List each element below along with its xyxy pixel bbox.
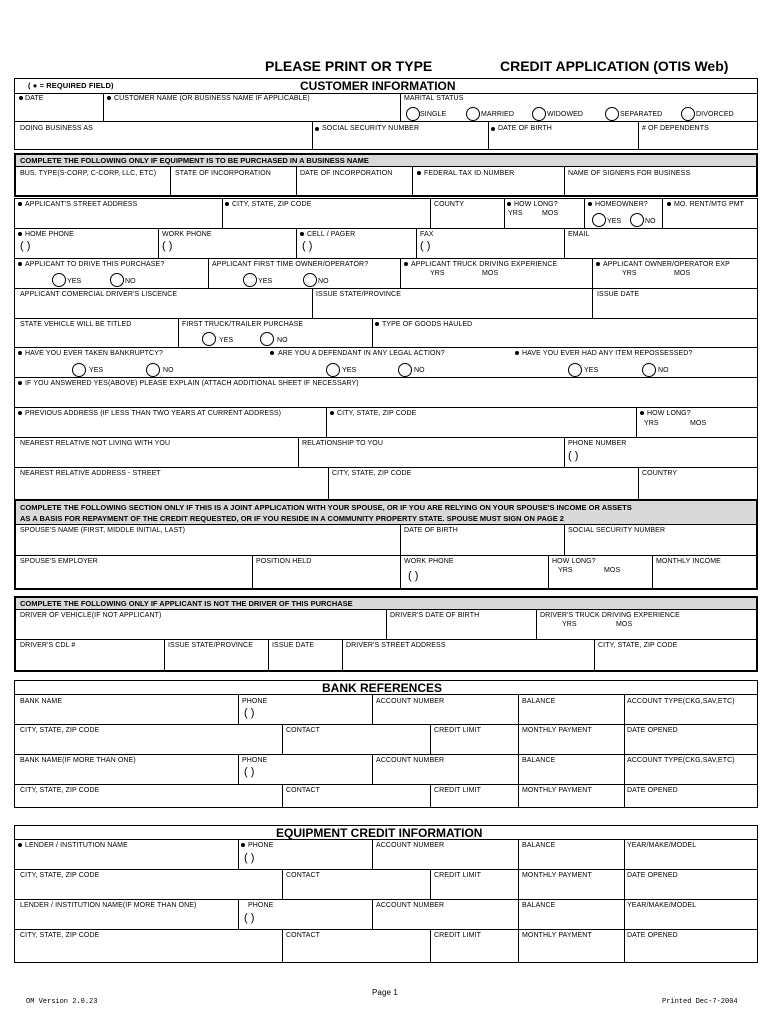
rel-city-label: CITY, STATE, ZIP CODE xyxy=(332,470,412,477)
lender2-monthly-label: MONTHLY PAYMENT xyxy=(522,932,592,939)
drive-no-label: NO xyxy=(125,278,136,285)
lender-balance-label: BALANCE xyxy=(522,842,556,849)
account2-label: ACCOUNT NUMBER xyxy=(376,757,445,764)
lender2-phone-paren: ( ) xyxy=(244,912,255,924)
homeowner-no-label: NO xyxy=(645,218,656,225)
lender-city-label: CITY, STATE, ZIP CODE xyxy=(20,872,100,879)
goods-label: TYPE OF GOODS HAULED xyxy=(382,321,473,328)
truck-exp-mos: MOS xyxy=(482,270,499,277)
prev-yrs: YRS xyxy=(644,420,659,427)
bank2-phone-label: PHONE xyxy=(242,757,268,764)
lender2-opened-label: DATE OPENED xyxy=(627,932,678,939)
spouse-banner-1: COMPLETE THE FOLLOWING SECTION ONLY IF THIS IS A JOINT APPLICATION WITH YOUR SPOUSE, OR IF YOU ARE RELYING ON YOUR SPOUSE'S INCOME OR ASSETS xyxy=(20,503,632,512)
rel-phone-paren: ( ) xyxy=(568,450,579,462)
prev-city-label: CITY, STATE, ZIP CODE xyxy=(337,410,417,417)
bank-name2-label: BANK NAME(IF MORE THAN ONE) xyxy=(20,757,136,764)
mo-rent-label: MO. RENT/MTG PMT xyxy=(674,201,745,208)
spouse-name-label: SPOUSE'S NAME (FIRST, MIDDLE INITIAL, LAST) xyxy=(20,527,186,534)
first-truck-no-label: NO xyxy=(277,337,288,344)
defendant-yes-radio[interactable] xyxy=(326,363,340,377)
acct-type-label: ACCOUNT TYPE(CKG,SAV,ETC) xyxy=(627,698,735,705)
divorced-label: DIVORCED xyxy=(696,111,734,118)
separated-radio[interactable] xyxy=(605,107,619,121)
issue-state-label: ISSUE STATE/PROVINCE xyxy=(316,291,401,298)
bank-phone-label: PHONE xyxy=(242,698,268,705)
first-time-no-label: NO xyxy=(318,278,329,285)
divorced-radio[interactable] xyxy=(681,107,695,121)
titled-label: STATE VEHICLE WILL BE TITLED xyxy=(20,321,132,328)
printed-date: Printed Dec-7-2004 xyxy=(662,998,738,1006)
bankruptcy-no-label: NO xyxy=(163,367,174,374)
spouse-how-long-label: HOW LONG? xyxy=(552,558,596,565)
fed-tax-label: FEDERAL TAX ID NUMBER xyxy=(424,170,515,177)
opened-label: DATE OPENED xyxy=(627,727,678,734)
acct-type2-label: ACCOUNT TYPE(CKG,SAV,ETC) xyxy=(627,757,735,764)
driver-yrs: YRS xyxy=(562,621,577,628)
repossessed-yes-label: YES xyxy=(584,367,599,374)
drive-no-radio[interactable] xyxy=(110,273,124,287)
prev-mos: MOS xyxy=(690,420,707,427)
single-radio[interactable] xyxy=(406,107,420,121)
owner-exp-label: APPLICANT OWNER/OPERATOR EXP xyxy=(603,261,730,268)
page-number: Page 1 xyxy=(372,988,398,997)
first-truck-yes-radio[interactable] xyxy=(202,332,216,346)
spouse-dob-label: DATE OF BIRTH xyxy=(404,527,458,534)
street-label: APPLICANT'S STREET ADDRESS xyxy=(25,201,138,208)
bankruptcy-label: HAVE YOU EVER TAKEN BANKRUPTCY? xyxy=(25,350,163,357)
how-long-label: HOW LONG? xyxy=(514,201,558,208)
married-label: MARRIED xyxy=(481,111,514,118)
county-label: COUNTY xyxy=(434,201,465,208)
owner-exp-yrs: YRS xyxy=(622,270,637,277)
spouse-work-phone-label: WORK PHONE xyxy=(404,558,454,565)
print-instruction: PLEASE PRINT OR TYPE xyxy=(265,58,433,74)
lender-credit-limit-label: CREDIT LIMIT xyxy=(434,872,481,879)
lender-opened-label: DATE OPENED xyxy=(627,872,678,879)
spouse-yrs: YRS xyxy=(558,567,573,574)
required-legend: ( ● = REQUIRED FIELD) xyxy=(28,81,114,90)
rel-addr-label: NEAREST RELATIVE ADDRESS - STREET xyxy=(20,470,161,477)
bank2-city-label: CITY, STATE, ZIP CODE xyxy=(20,787,100,794)
driver-issue-state-label: ISSUE STATE/PROVINCE xyxy=(168,642,253,649)
lender2-account-label: ACCOUNT NUMBER xyxy=(376,902,445,909)
account-label: ACCOUNT NUMBER xyxy=(376,698,445,705)
dba-label: DOING BUSINESS AS xyxy=(20,125,93,132)
lender2-phone-label: PHONE xyxy=(248,902,274,909)
bankruptcy-no-radio[interactable] xyxy=(146,363,160,377)
driver-dob-label: DRIVER'S DATE OF BIRTH xyxy=(390,612,480,619)
dob-label: DATE OF BIRTH xyxy=(498,125,552,132)
lender2-city-label: CITY, STATE, ZIP CODE xyxy=(20,932,100,939)
married-radio[interactable] xyxy=(466,107,480,121)
monthly2-label: MONTHLY PAYMENT xyxy=(522,787,592,794)
section-title-customer: CUSTOMER INFORMATION xyxy=(300,79,456,93)
repossessed-label: HAVE YOU EVER HAD ANY ITEM REPOSSESSED? xyxy=(522,350,693,357)
work-phone-paren: ( ) xyxy=(162,240,173,252)
defendant-label: ARE YOU A DEFENDANT IN ANY LEGAL ACTION? xyxy=(278,350,445,357)
ymm-label: YEAR/MAKE/MODEL xyxy=(627,842,697,849)
driver-cdl-label: DRIVER'S CDL # xyxy=(20,642,76,649)
driver-issue-date-label: ISSUE DATE xyxy=(272,642,315,649)
defendant-no-radio[interactable] xyxy=(398,363,412,377)
position-label: POSITION HELD xyxy=(256,558,312,565)
country-label: COUNTRY xyxy=(642,470,678,477)
widowed-label: WIDOWED xyxy=(547,111,584,118)
cell-label: CELL / PAGER xyxy=(307,231,356,238)
prev-how-long-label: HOW LONG? xyxy=(647,410,691,417)
repossessed-no-radio[interactable] xyxy=(642,363,656,377)
signers-label: NAME OF SIGNERS FOR BUSINESS xyxy=(568,170,691,177)
cdl-label: APPLICANT COMERCIAL DRIVER'S LISCENCE xyxy=(20,291,178,298)
contact2-label: CONTACT xyxy=(286,787,321,794)
homeowner-yes-radio[interactable] xyxy=(592,213,606,227)
lender-contact-label: CONTACT xyxy=(286,872,321,879)
first-time-label: APPLICANT FIRST TIME OWNER/OPERATOR? xyxy=(212,261,369,268)
opened2-label: DATE OPENED xyxy=(627,787,678,794)
first-time-yes-label: YES xyxy=(258,278,273,285)
credit-limit-label: CREDIT LIMIT xyxy=(434,727,481,734)
bank-name-label: BANK NAME xyxy=(20,698,63,705)
homeowner-yes-label: YES xyxy=(607,218,622,225)
driver-city-label: CITY, STATE, ZIP CODE xyxy=(598,642,678,649)
truck-exp-yrs: YRS xyxy=(430,270,445,277)
owner-exp-mos: MOS xyxy=(674,270,691,277)
single-label: SINGLE xyxy=(420,111,447,118)
lender-label: LENDER / INSTITUTION NAME xyxy=(25,842,128,849)
first-time-no-radio[interactable] xyxy=(303,273,317,287)
first-truck-label: FIRST TRUCK/TRAILER PURCHASE xyxy=(182,321,304,328)
bank2-phone-paren: ( ) xyxy=(244,766,255,778)
issue-date-label: ISSUE DATE xyxy=(597,291,640,298)
income-label: MONTHLY INCOME xyxy=(656,558,721,565)
bank-title: BANK REFERENCES xyxy=(322,681,443,695)
lender-phone-label: PHONE xyxy=(248,842,274,849)
city-label: CITY, STATE, ZIP CODE xyxy=(232,201,312,208)
relationship-label: RELATIONSHIP TO YOU xyxy=(302,440,383,447)
fax-label: FAX xyxy=(420,231,434,238)
drive-label: APPLICANT TO DRIVE THIS PURCHASE? xyxy=(25,261,165,268)
yrs-label: YRS xyxy=(508,210,523,217)
relative-label: NEAREST RELATIVE NOT LIVING WITH YOU xyxy=(20,440,171,447)
state-inc-label: STATE OF INCORPORATION xyxy=(175,170,271,177)
dependents-label: # OF DEPENDENTS xyxy=(642,125,709,132)
marital-status-label: MARITAL STATUS xyxy=(404,95,464,102)
home-phone-paren: ( ) xyxy=(20,240,31,252)
defendant-yes-label: YES xyxy=(342,367,357,374)
credit-limit2-label: CREDIT LIMIT xyxy=(434,787,481,794)
driver-label: DRIVER OF VEHICLE(IF NOT APPLICANT) xyxy=(20,612,162,619)
home-phone-label: HOME PHONE xyxy=(25,231,74,238)
spouse-ssn-label: SOCIAL SECURITY NUMBER xyxy=(568,527,666,534)
email-label: EMAIL xyxy=(568,231,590,238)
drive-yes-label: YES xyxy=(67,278,82,285)
form-title: CREDIT APPLICATION (OTIS Web) xyxy=(500,58,729,74)
customer-name-label: CUSTOMER NAME (OR BUSINESS NAME IF APPLICABLE) xyxy=(114,95,310,102)
lender2-label: LENDER / INSTITUTION NAME(IF MORE THAN ONE) xyxy=(20,902,197,909)
driver-street-label: DRIVER'S STREET ADDRESS xyxy=(346,642,446,649)
first-truck-yes-label: YES xyxy=(219,337,234,344)
driver-banner: COMPLETE THE FOLLOWING ONLY IF APPLICANT IS NOT THE DRIVER OF THIS PURCHASE xyxy=(20,599,353,608)
first-time-yes-radio[interactable] xyxy=(243,273,257,287)
rel-phone-label: PHONE NUMBER xyxy=(568,440,627,447)
cell-paren: ( ) xyxy=(302,240,313,252)
fax-paren: ( ) xyxy=(420,240,431,252)
balance-label: BALANCE xyxy=(522,698,556,705)
first-truck-no-radio[interactable] xyxy=(260,332,274,346)
homeowner-no-radio[interactable] xyxy=(630,213,644,227)
driver-exp-label: DRIVER'S TRUCK DRIVING EXPERIENCE xyxy=(540,612,680,619)
defendant-no-label: NO xyxy=(414,367,425,374)
bank-city-label: CITY, STATE, ZIP CODE xyxy=(20,727,100,734)
repossessed-yes-radio[interactable] xyxy=(568,363,582,377)
bus-type-label: BUS. TYPE(S-CORP, C-CORP, LLC, ETC) xyxy=(20,170,157,177)
lender-monthly-label: MONTHLY PAYMENT xyxy=(522,872,592,879)
bankruptcy-yes-radio[interactable] xyxy=(72,363,86,377)
bankruptcy-yes-label: YES xyxy=(89,367,104,374)
lender-account-label: ACCOUNT NUMBER xyxy=(376,842,445,849)
truck-exp-label: APPLICANT TRUCK DRIVING EXPERIENCE xyxy=(411,261,558,268)
mos-label: MOS xyxy=(542,210,559,217)
explain-label: IF YOU ANSWERED YES(ABOVE) PLEASE EXPLAIN (ATTACH ADDITIONAL SHEET IF NECESSARY) xyxy=(25,380,359,387)
spouse-phone-paren: ( ) xyxy=(408,570,419,582)
work-phone-label: WORK PHONE xyxy=(162,231,212,238)
repossessed-no-label: NO xyxy=(658,367,669,374)
driver-mos: MOS xyxy=(616,621,633,628)
drive-yes-radio[interactable] xyxy=(52,273,66,287)
lender-phone-paren: ( ) xyxy=(244,852,255,864)
equipment-title: EQUIPMENT CREDIT INFORMATION xyxy=(276,826,483,840)
bank-phone-paren: ( ) xyxy=(244,707,255,719)
widowed-radio[interactable] xyxy=(532,107,546,121)
homeowner-label: HOMEOWNER? xyxy=(595,201,648,208)
spouse-employer-label: SPOUSE'S EMPLOYER xyxy=(20,558,98,565)
lender2-credit-limit-label: CREDIT LIMIT xyxy=(434,932,481,939)
lender2-balance-label: BALANCE xyxy=(522,902,556,909)
monthly-label: MONTHLY PAYMENT xyxy=(522,727,592,734)
spouse-banner-2: AS A BASIS FOR REPAYMENT OF THE CREDIT REQUESTED, OR IF YOU RESIDE IN A COMMUNITY PROPERTY STATE. SPOUSE MUST SIGN ON PAGE 2 xyxy=(20,514,564,523)
spouse-mos: MOS xyxy=(604,567,621,574)
prev-addr-label: PREVIOUS ADDRESS (IF LESS THAN TWO YEARS AT CURRENT ADDRESS) xyxy=(25,410,282,417)
balance2-label: BALANCE xyxy=(522,757,556,764)
date-label: DATE xyxy=(25,95,44,102)
ssn-label: SOCIAL SECURITY NUMBER xyxy=(322,125,420,132)
date-inc-label: DATE OF INCORPORATION xyxy=(300,170,393,177)
contact-label: CONTACT xyxy=(286,727,321,734)
business-banner: COMPLETE THE FOLLOWING ONLY IF EQUIPMENT IS TO BE PURCHASED IN A BUSINESS NAME xyxy=(20,156,369,165)
separated-label: SEPARATED xyxy=(620,111,663,118)
ymm2-label: YEAR/MAKE/MODEL xyxy=(627,902,697,909)
version: OM Version 2.0.23 xyxy=(26,998,98,1006)
lender2-contact-label: CONTACT xyxy=(286,932,321,939)
